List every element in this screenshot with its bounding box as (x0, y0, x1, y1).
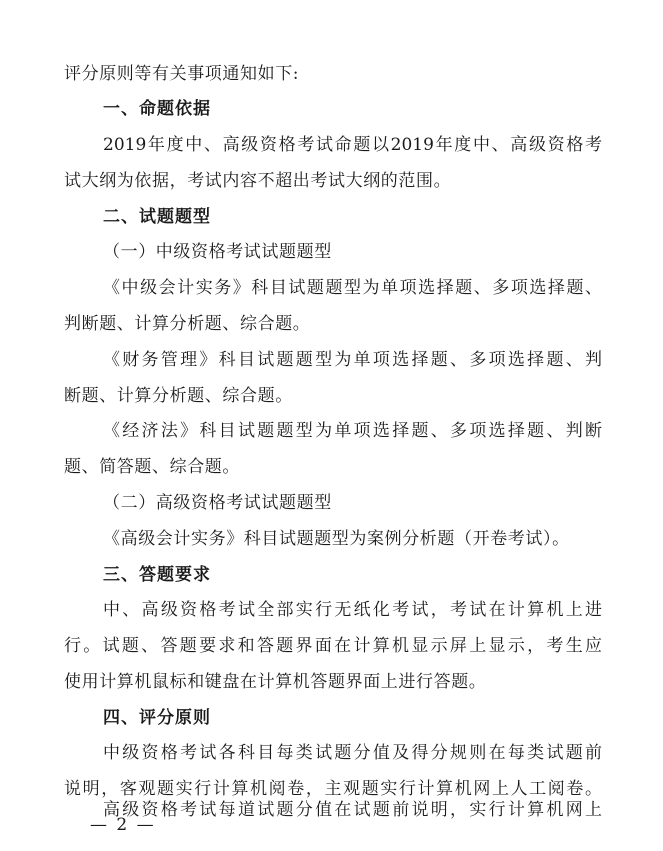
paragraph-line: 说明，客观题实行计算机阅卷，主观题实行计算机网上人工阅卷。 (64, 779, 602, 799)
paragraph-line: 《中级会计实务》科目试题题型为单项选择题、多项选择题、 (103, 278, 602, 298)
heading-basis: 一、命题依据 (103, 99, 211, 119)
heading-scoring-principles: 四、评分原则 (103, 708, 211, 728)
paragraph-line: 试大纲为依据，考试内容不超出考试大纲的范围。 (64, 171, 452, 191)
paragraph-line: 判断题、计算分析题、综合题。 (64, 314, 311, 334)
paragraph-line: 题、简答题、综合题。 (64, 457, 240, 477)
paragraph-line: 行。试题、答题要求和答题界面在计算机显示屏上显示，考生应 (64, 636, 602, 656)
paragraph-line: 高级资格考试每道试题分值在试题前说明，实行计算机网上 (103, 800, 602, 820)
intro-line: 评分原则等有关事项通知如下: (64, 64, 300, 84)
paragraph-line: 2019年度中、高级资格考试命题以2019年度中、高级资格考 (103, 135, 602, 155)
paragraph-line: 使用计算机鼠标和键盘在计算机答题界面上进行答题。 (64, 672, 487, 692)
subheading-senior: （二）高级资格考试试题题型 (103, 493, 332, 513)
heading-answer-requirements: 三、答题要求 (103, 565, 211, 585)
paragraph-line: 《经济法》科目试题题型为单项选择题、多项选择题、判断 (103, 421, 602, 441)
paragraph-line: 断题、计算分析题、综合题。 (64, 386, 293, 406)
heading-question-types: 二、试题题型 (103, 207, 211, 227)
subheading-intermediate: （一）中级资格考试试题题型 (103, 242, 332, 262)
paragraph-line: 《财务管理》科目试题题型为单项选择题、多项选择题、判 (103, 350, 602, 370)
page-number: — 2 — (90, 815, 156, 835)
paragraph-line: 中、高级资格考试全部实行无纸化考试，考试在计算机上进 (103, 600, 602, 620)
paragraph-line: 《高级会计实务》科目试题题型为案例分析题（开卷考试）。 (103, 529, 570, 549)
paragraph-line: 中级资格考试各科目每类试题分值及得分规则在每类试题前 (103, 743, 602, 763)
